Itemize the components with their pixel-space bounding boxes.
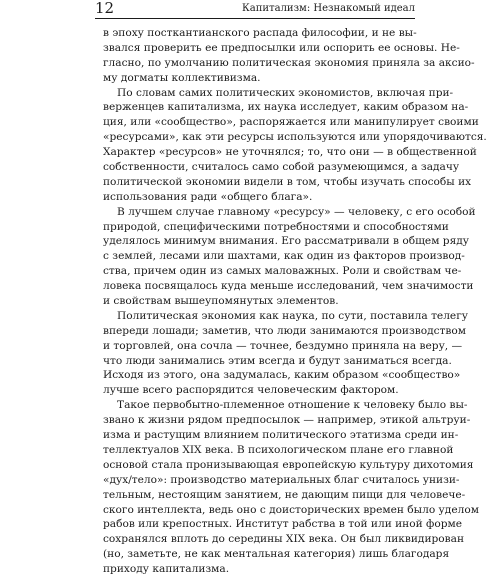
text-line: собственности, считалось само собой разумеющимся, а задачу <box>103 161 460 174</box>
text-line: гласно, по умолчанию политическая экономия приняла за аксио- <box>103 56 475 69</box>
text-line: лучше всего распорядится человеческим фактором. <box>103 384 399 397</box>
text-line: ства, причем один из самых маловажных. Роли и свойствам че- <box>103 265 462 278</box>
text-line: что люди занимались этим всегда и будут заниматься всегда. <box>103 354 452 367</box>
text-line: сохранялся вплоть до середины XIX века. Он был ликвидирован <box>103 533 465 546</box>
text-line: ция, или «сообщество», распоряжается или манипулирует своими <box>103 116 479 129</box>
text-line: политической экономии видели в том, чтобы изучать способы их <box>103 175 472 188</box>
page-header <box>95 2 415 18</box>
text-line: верженцев капитализма, их наука исследует, каким образом на- <box>103 101 469 114</box>
text-line: В лучшем случае главному «ресурсу» — человеку, с его особой <box>117 205 476 218</box>
text-line: «дух/тело»: производство материальных благ считалось унизи- <box>103 473 460 486</box>
text-line: использования ради «общего блага». <box>103 190 313 203</box>
text-line: Характер «ресурсов» не уточнялся; то, что они — в общественной <box>103 146 477 159</box>
text-line: в эпоху посткантианского распада философии, и не вы- <box>103 27 417 39</box>
text-line: По словам самих политических экономистов, включая пpи- <box>117 86 454 99</box>
text-line: звано к жизни рядом предпосылок — например, этикой альтруи- <box>103 414 471 427</box>
text-line: теллектуалов XIX века. В психологическом плане его главной <box>103 443 454 456</box>
paragraph <box>103 398 479 577</box>
text-line: «ресурсами», как эти ресурсы используются или упорядочиваются. <box>103 131 487 144</box>
paragraph <box>103 205 476 309</box>
running-title: Капитализм: Незнакомый идеал <box>242 3 415 14</box>
text-line: тельным, нестоящим занятием, не дающим пищи для человече- <box>103 488 466 501</box>
page-body <box>103 26 487 577</box>
paragraph <box>103 309 468 398</box>
text-line: и свойствам вышеупомянутых элементов. <box>103 295 339 308</box>
text-line: основой стала пронизывающая европейскую культуру дихотомия <box>103 458 474 471</box>
text-line: и торговлей, она сочла — точнее, бездумно приняла на веру, — <box>103 339 463 352</box>
text-line: рабов или крепостных. Институт рабства в той или иной форме <box>103 518 463 531</box>
text-line: изма и растущим влиянием политического этатизма среди ин- <box>103 429 459 442</box>
text-line: Политическая экономия как наука, по сути, поставила телегу <box>117 309 468 322</box>
text-line: Такое первобытно-племенное отношение к человеку было вы- <box>117 399 468 412</box>
text-line: уделялось минимум внимания. Его рассматривали в общем ряду <box>103 235 470 248</box>
text-line: приходу капитализма. <box>103 563 230 576</box>
text-line: (но, заметьте, не как ментальная категория) лишь благодаря <box>103 548 450 561</box>
page-number: 12 <box>95 0 115 17</box>
header-rule <box>95 18 415 19</box>
text-line: му догматы коллективизма. <box>103 71 261 84</box>
text-line: звался проверить ее предпосылки или оспорить ее основы. Не- <box>103 41 460 54</box>
paragraph <box>103 26 475 86</box>
text-line: ского интеллекта, ведь оно с доисторических времен было уделом <box>103 503 479 516</box>
text-line: Исходя из этого, она задумалась, каким образом «сообщество» <box>103 369 461 382</box>
text-line: с землей, лесами или шахтами, как один из факторов производ- <box>103 250 465 263</box>
text-line: впереди лошади; заметив, что люди занимаются производством <box>103 324 466 337</box>
text-line: ловека посвящалось куда меньше исследований, чем значимости <box>103 280 474 293</box>
paragraph <box>103 86 487 205</box>
text-line: природой, специфическими потребностями и способностями <box>103 220 449 233</box>
